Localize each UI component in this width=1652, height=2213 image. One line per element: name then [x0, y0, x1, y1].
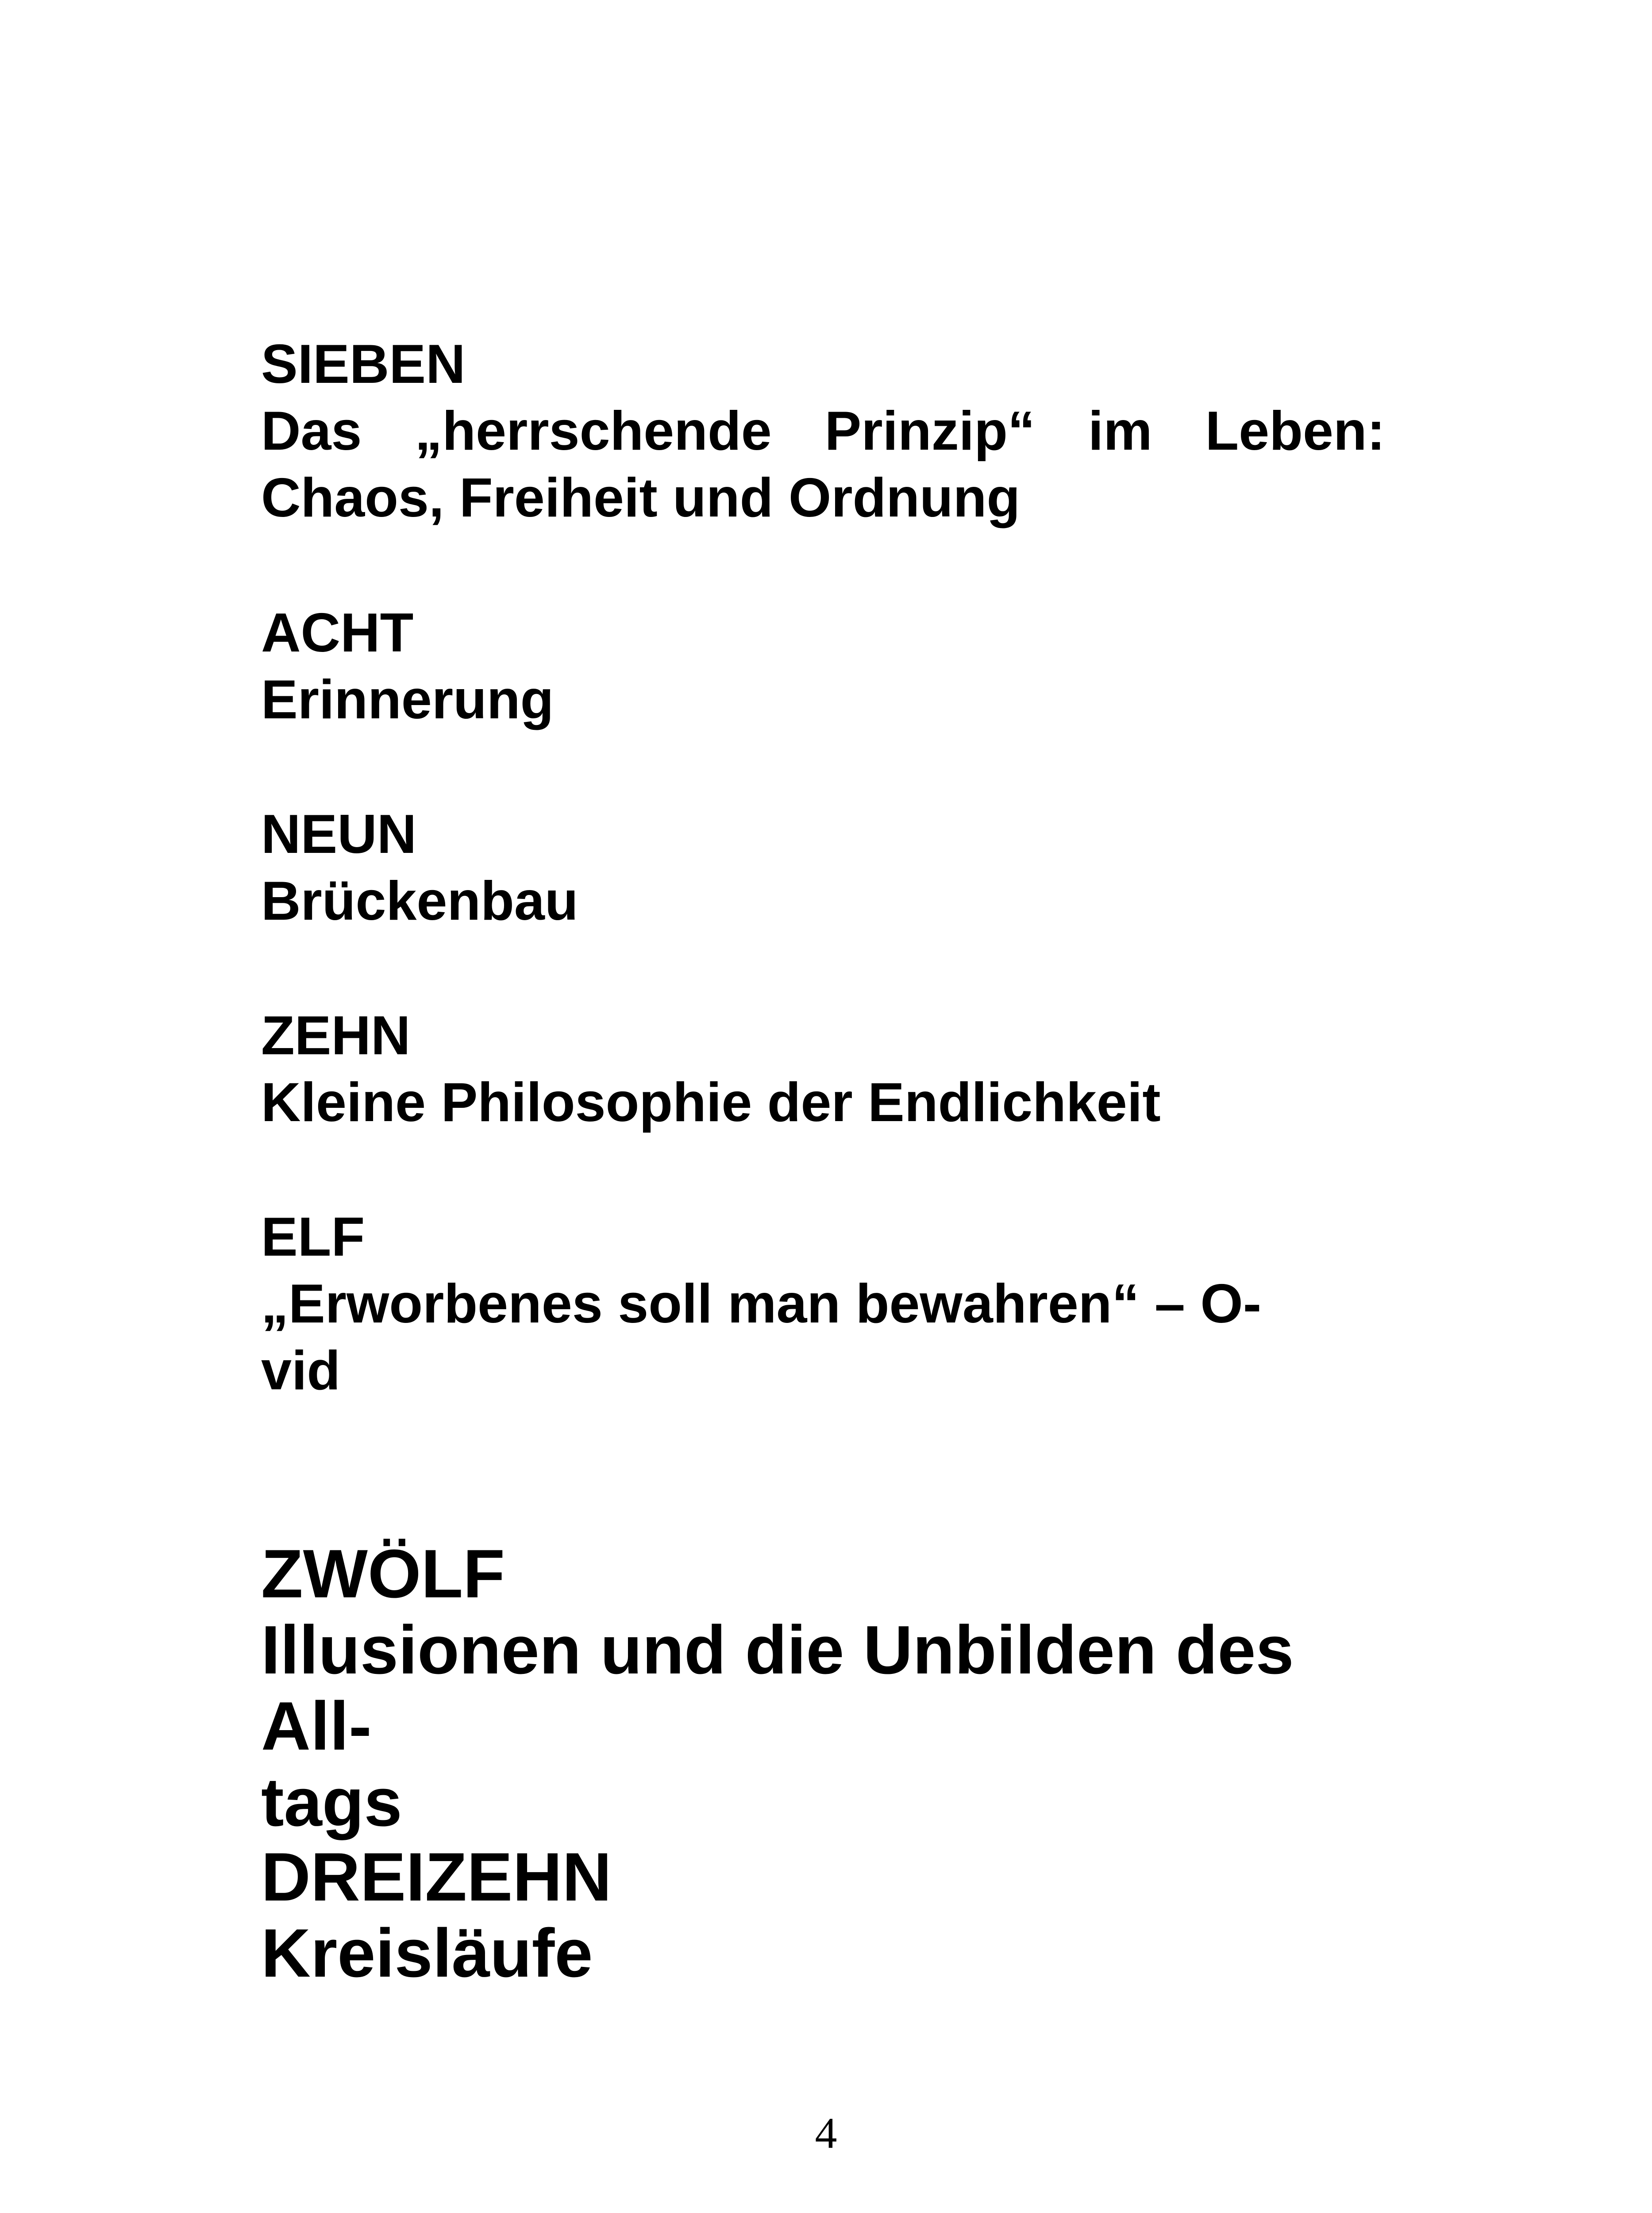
toc-entry-acht [261, 600, 1385, 733]
toc-entry-zehn [261, 1002, 1385, 1136]
chapter-title-line: vid [261, 1340, 341, 1401]
chapter-title-line: „Erworbenes soll man bewahren“ – O- [261, 1273, 1262, 1334]
chapter-title-line: Erinnerung [261, 669, 554, 730]
chapter-number: NEUN [261, 804, 417, 865]
toc-entry-neun [261, 801, 1385, 935]
chapter-title-line: Das „herrschende Prinzip“ im Leben: [261, 401, 1385, 462]
toc-entry-zwoelf [261, 1536, 1385, 1840]
toc-entry-sieben [261, 331, 1385, 532]
chapter-title-line: Kreisläufe [261, 1915, 593, 1991]
chapter-number: ELF [261, 1207, 365, 1268]
toc-entry-dreizehn [261, 1839, 1385, 1991]
toc-entry-elf [261, 1204, 1385, 1404]
chapter-number: ZEHN [261, 1005, 411, 1066]
chapter-title-line: Illusionen und die Unbilden des All- [261, 1612, 1294, 1764]
chapter-title-line: Chaos, Freiheit und Ordnung [261, 467, 1020, 528]
page-number: 4 [815, 2109, 837, 2158]
chapter-title-line: tags [261, 1764, 402, 1840]
chapter-number: DREIZEHN [261, 1839, 612, 1915]
chapter-number: SIEBEN [261, 334, 466, 395]
chapter-number: ZWÖLF [261, 1535, 505, 1612]
chapter-title-line: Brückenbau [261, 871, 578, 932]
chapter-number: ACHT [261, 602, 414, 663]
chapter-title-line: Kleine Philosophie der Endlichkeit [261, 1072, 1161, 1133]
